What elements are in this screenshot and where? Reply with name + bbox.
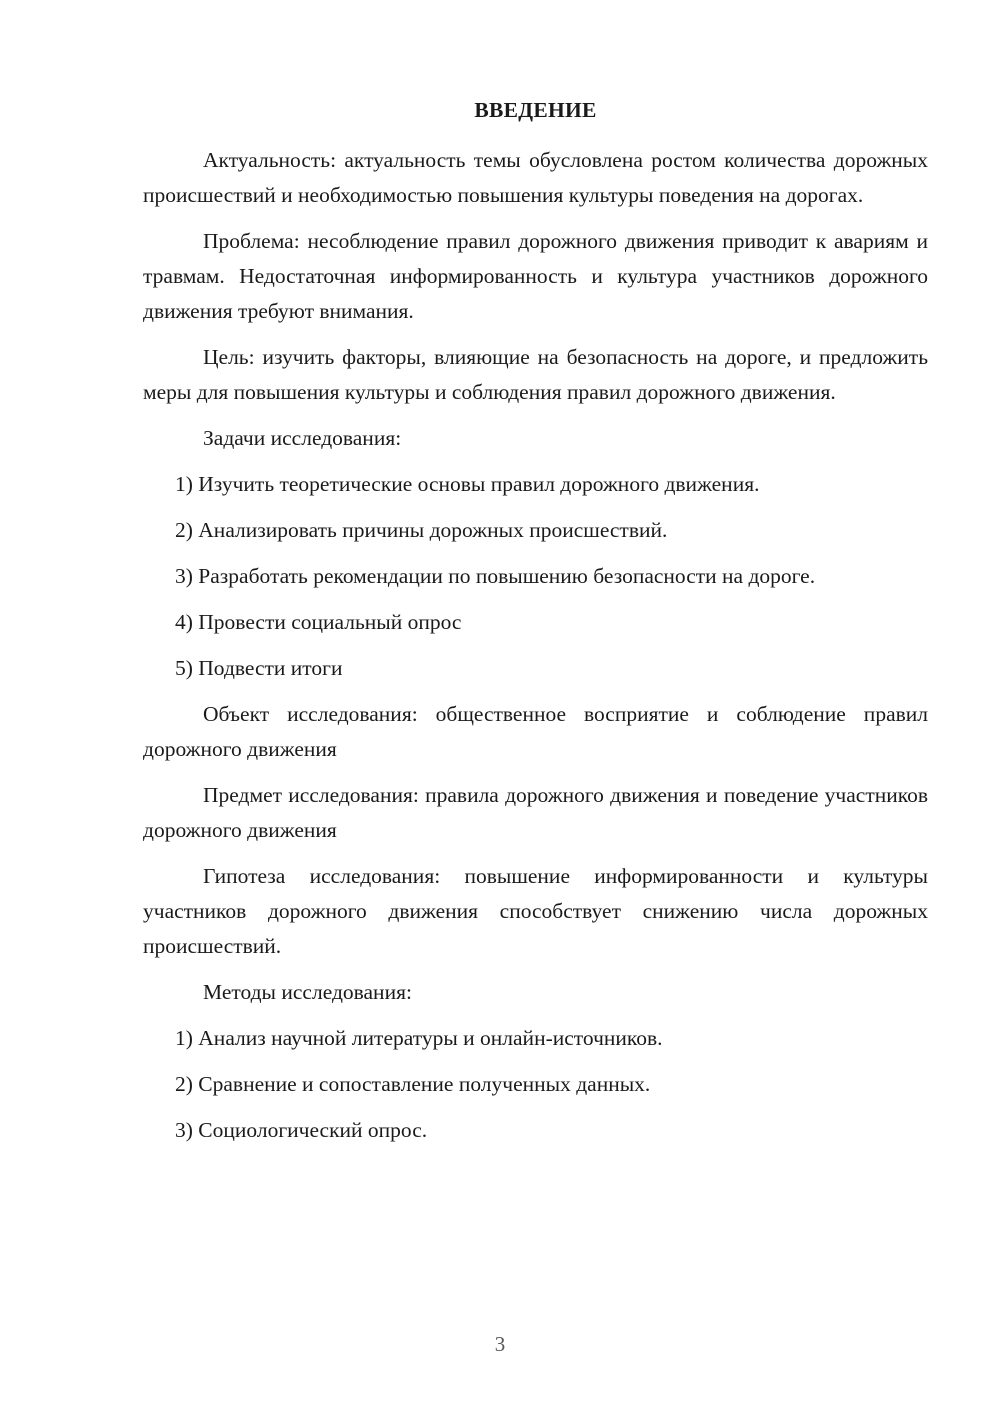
page-number: 3 (494, 1332, 506, 1356)
object-paragraph: Объект исследования: общественное восприятие и соблюдение правил дорожного движения (143, 702, 928, 761)
document-page (143, 95, 928, 1159)
list-item: 3) Социологический опрос. (175, 1118, 428, 1142)
relevance-paragraph: Актуальность: актуальность темы обусловлена ростом количества дорожных происшествий и необходимостью повышения культуры поведения на дорогах. (143, 148, 928, 207)
methods-heading: Методы исследования: (203, 980, 412, 1004)
hypothesis-paragraph: Гипотеза исследования: повышение информированности и культуры участников дорожного движения способствует снижению числа дорожных происшествий. (143, 864, 928, 958)
methods-list (143, 1021, 928, 1148)
list-item: 4) Провести социальный опрос (175, 610, 462, 634)
list-item: 5) Подвести итоги (175, 656, 343, 680)
tasks-heading: Задачи исследования: (203, 426, 402, 450)
section-title: ВВЕДЕНИЕ (474, 98, 597, 122)
list-item: 3) Разработать рекомендации по повышению безопасности на дороге. (175, 564, 816, 588)
problem-paragraph: Проблема: несоблюдение правил дорожного движения приводит к авариям и травмам. Недостаточная информированность и культура участников дорожного движения требуют внимания. (143, 229, 928, 323)
list-item: 1) Изучить теоретические основы правил дорожного движения. (175, 472, 760, 496)
goal-paragraph: Цель: изучить факторы, влияющие на безопасность на дороге, и предложить меры для повышения культуры и соблюдения правил дорожного движения. (143, 345, 928, 404)
list-item: 1) Анализ научной литературы и онлайн-источников. (175, 1026, 663, 1050)
list-item: 2) Анализировать причины дорожных происшествий. (175, 518, 668, 542)
tasks-list (143, 467, 928, 686)
list-item: 2) Сравнение и сопоставление полученных данных. (175, 1072, 651, 1096)
subject-paragraph: Предмет исследования: правила дорожного движения и поведение участников дорожного движения (143, 783, 928, 842)
